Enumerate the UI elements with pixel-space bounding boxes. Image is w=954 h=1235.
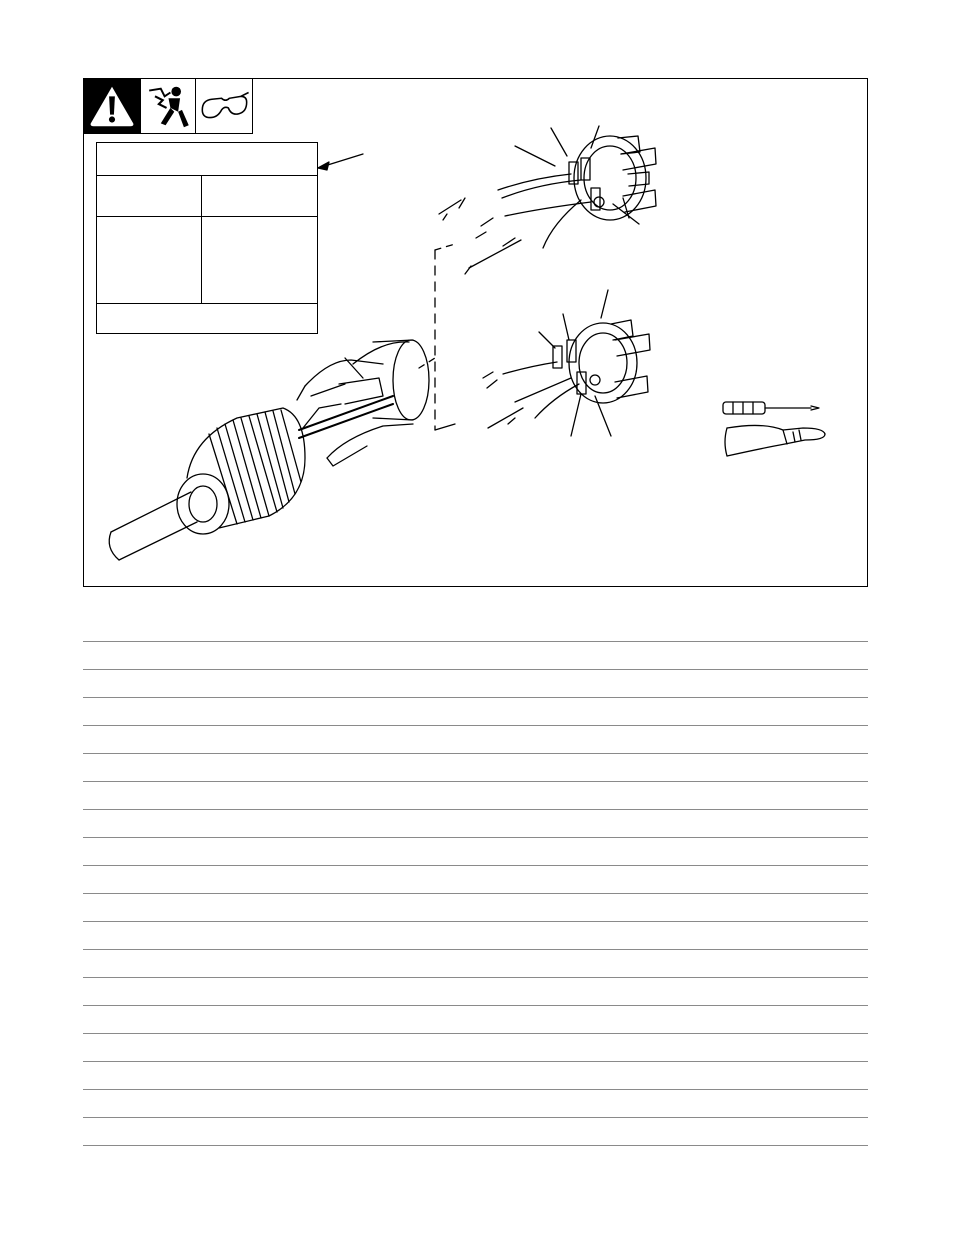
ruled-line [83, 725, 868, 753]
ruled-line [83, 865, 868, 893]
ruled-line [83, 669, 868, 697]
wire-stripper-icon [725, 425, 825, 456]
ruled-line [83, 1005, 868, 1033]
plug-assembly-illustration [83, 78, 868, 587]
plug-back-nut [109, 408, 305, 560]
ruled-line [83, 1061, 868, 1089]
ruled-line [83, 781, 868, 809]
ruled-line [83, 893, 868, 921]
ruled-line [83, 977, 868, 1005]
ruled-line [83, 837, 868, 865]
ruled-line [83, 921, 868, 949]
cord-clamp [297, 340, 429, 466]
connector-insert-top [498, 126, 656, 248]
ruled-line [83, 949, 868, 977]
ruled-lines [83, 641, 868, 1146]
ruled-line [83, 697, 868, 725]
ruled-line [83, 1117, 868, 1145]
strip-length-marks-top [439, 198, 521, 274]
ruled-line [83, 753, 868, 781]
ruled-line [83, 809, 868, 837]
connector-insert-bottom [503, 290, 650, 436]
ruled-line [83, 1145, 868, 1146]
ruled-line [83, 641, 868, 669]
screwdriver-icon [723, 402, 819, 414]
ruled-line [83, 1033, 868, 1061]
ruled-line [83, 1089, 868, 1117]
